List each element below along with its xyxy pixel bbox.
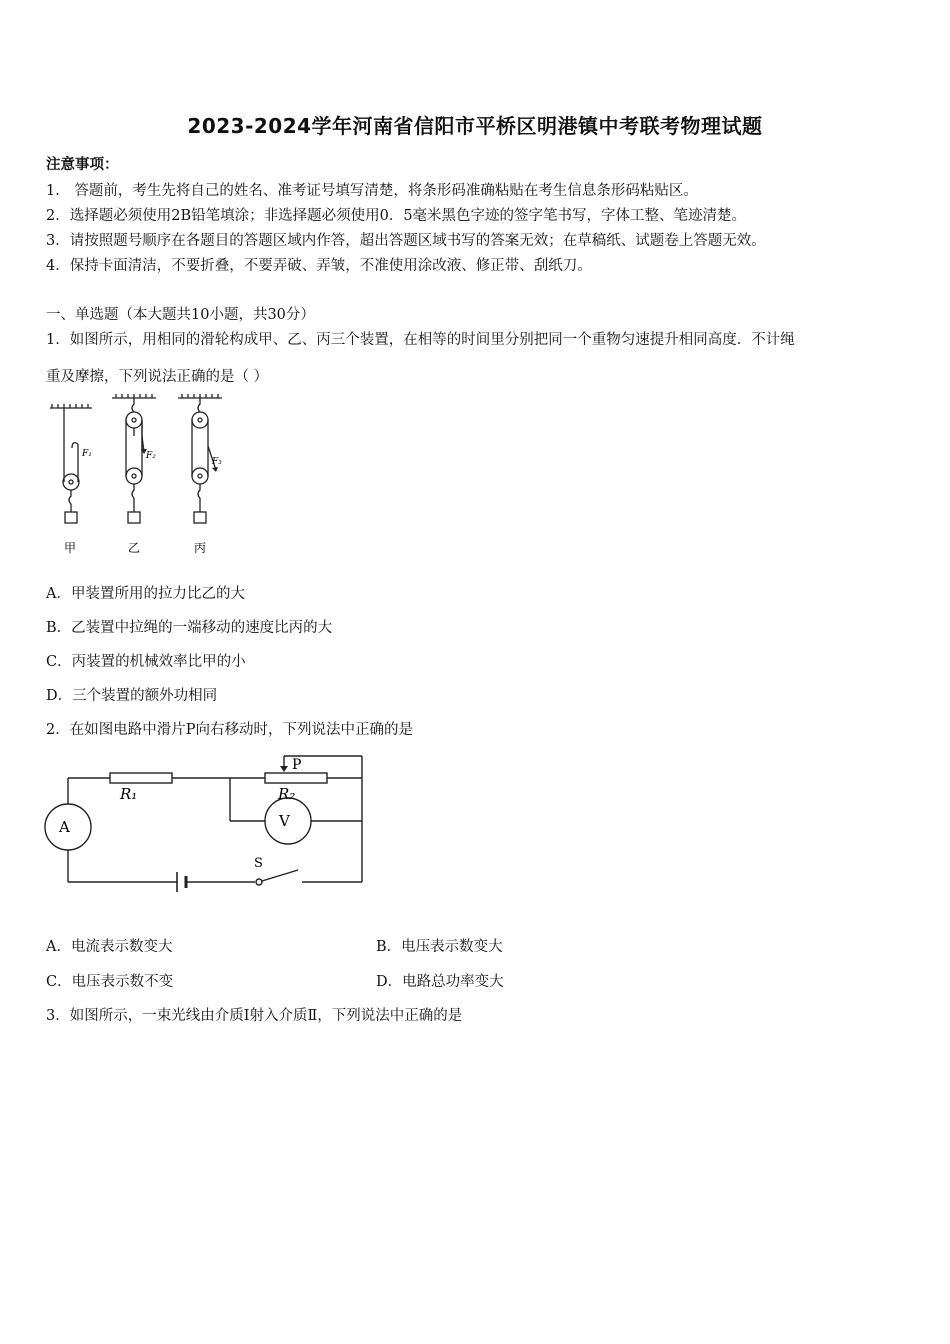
force-label: F₁ [82,449,92,459]
notice-item: 3．请按照题号顺序在各题目的答题区域内作答，超出答题区域书写的答案无效；在草稿纸、试题卷上答题无效。 [46,233,766,249]
switch [256,879,262,885]
q2-option: C．电压表示数不变 [46,974,174,990]
r1-label: R₁ [120,785,138,803]
r2-label: R₂ [278,785,296,803]
figure-label: 甲 [64,541,77,555]
figure-label: 丙 [194,541,207,555]
q1-stem-line1: 1．如图所示，用相同的滑轮构成甲、乙、丙三个装置，在相等的时间里分别把同一个重物匀速提升相同高度．不计绳 [46,332,795,348]
q2-option: B．电压表示数变大 [376,939,503,955]
force-label: F₂ [146,451,156,461]
voltmeter-label: V [279,812,290,830]
pulley-figure [40,392,240,562]
resistor-r1 [110,773,172,783]
q2-stem: 2．在如图电路中滑片P向右移动时，下列说法中正确的是 [46,722,413,738]
slider-label: P [292,757,302,773]
q2-option: A．电流表示数变大 [46,939,173,955]
section-heading: 一、单选题（本大题共10小题，共30分） [46,307,315,323]
ammeter-label: A [59,818,70,836]
q2-option: D．电路总功率变大 [376,974,504,990]
circuit-figure [40,748,380,893]
switch-label: S [254,856,263,871]
notice-item: 1． 答题前，考生先将自己的姓名、准考证号填写清楚，将条形码准确粘贴在考生信息条形码粘贴区。 [46,183,698,199]
page-title: 2023-2024学年河南省信阳市平桥区明港镇中考联考物理试题 [187,114,763,138]
notice-item: 2．选择题必须使用2B铅笔填涂；非选择题必须使用0．5毫米黑色字迹的签字笔书写，字体工整、笔迹清楚。 [46,208,747,224]
q1-option: A．甲装置所用的拉力比乙的大 [46,586,245,602]
notice-item: 4．保持卡面清洁，不要折叠，不要弄破、弄皱，不准使用涂改液、修正带、刮纸刀。 [46,258,592,274]
q1-stem-line2: 重及摩擦，下列说法正确的是（ ） [46,369,269,385]
force-label: F₃ [212,457,222,467]
figure-label: 乙 [128,541,141,555]
notice-heading: 注意事项： [46,156,119,173]
resistor-r2 [265,773,327,783]
q1-option: D．三个装置的额外功相同 [46,688,218,704]
q1-option: B．乙装置中拉绳的一端移动的速度比丙的大 [46,620,333,636]
q1-option: C．丙装置的机械效率比甲的小 [46,654,246,670]
q3-stem: 3．如图所示，一束光线由介质Ⅰ射入介质Ⅱ，下列说法中正确的是 [46,1008,463,1024]
